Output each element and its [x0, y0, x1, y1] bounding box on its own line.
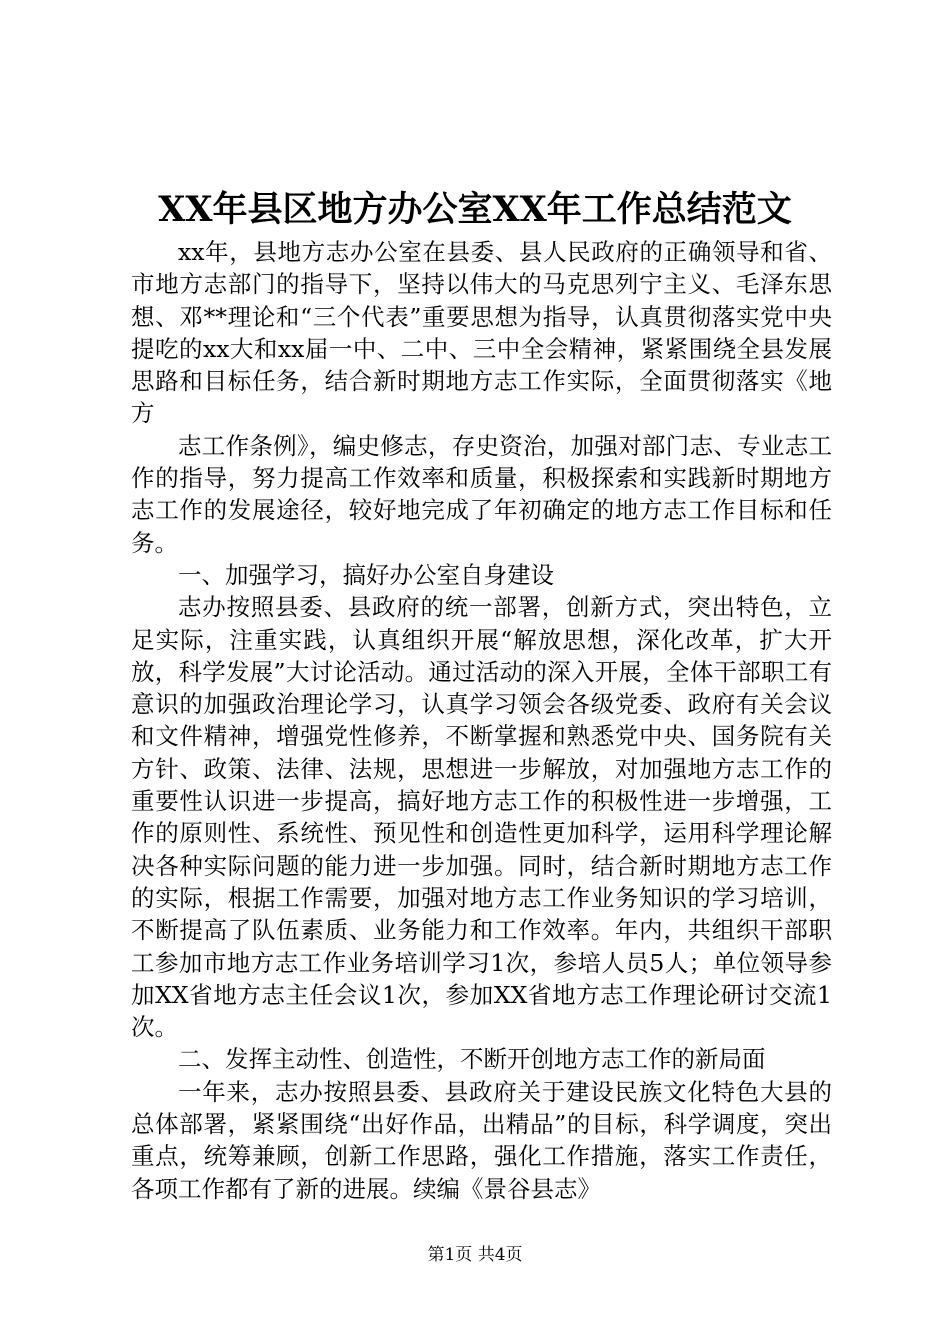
section-heading-2: 二、发挥主动性、创造性，不断开创地方志工作的新局面 [178, 1045, 766, 1074]
document-body [131, 236, 832, 1205]
document-title: XX年县区地方办公室XX年工作总结范文 [158, 189, 792, 230]
paragraph-section-1: 志办按照县委、县政府的统一部署，创新方式，突出特色，立足实际，注重实践，认真组织开展“解放思想，深化改革，扩大开放，科学发展”大讨论活动。通过活动的深入开展，全体干部职工有意识的加强政治理论学习，认真学习领会各级党委、政府有关会议和文件精神，增强党性修养，不断掌握和熟悉党中央、国务院有关方针、政策、法律、法规，思想进一步解放，对加强地方志工作的重要性认识进一步提高，搞好地方志工作的积极性进一步增强，工作的原则性、系统性、预见性和创造性更加科学，运用科学理论解决各种实际问题的能力进一步加强。同时，结合新时期地方志工作的实际，根据工作需要，加强对地方志工作业务知识的学习培训，不断提高了队伍素质、业务能力和工作效率。年内，共组织干部职工参加市地方志工作业务培训学习1次，参培人员5人；单位领导参加XX省地方志主任会议1次，参加XX省地方志工作理论研讨交流1次。 [131, 593, 832, 1042]
page-footer: 第1页 共4页 [427, 1245, 523, 1265]
paragraph-section-2: 一年来，志办按照县委、县政府关于建设民族文化特色大县的总体部署，紧紧围绕“出好作品，出精品”的目标，科学调度，突出重点，统筹兼顾，创新工作思路，强化工作措施，落实工作责任，各项工作都有了新的进展。续编《景谷县志》 [131, 1077, 832, 1203]
paragraph-intro: xx年，县地方志办公室在县委、县人民政府的正确领导和省、市地方志部门的指导下，坚持以伟大的马克思列宁主义、毛泽东思想、邓**理论和“三个代表”重要思想为指导，认真贯彻落实党中央提吃的xx大和xx届一中、二中、三中全会精神，紧紧围绕全县发展思路和目标任务，结合新时期地方志工作实际，全面贯彻落实《地方 [131, 238, 832, 428]
paragraph-intro-continued: 志工作条例》，编史修志，存史资治，加强对部门志、专业志工作的指导，努力提高工作效率和质量，积极探索和实践新时期地方志工作的发展途径，较好地完成了年初确定的地方志工作目标和任务。 [131, 431, 832, 557]
section-heading-1: 一、加强学习，搞好办公室自身建设 [178, 560, 554, 589]
